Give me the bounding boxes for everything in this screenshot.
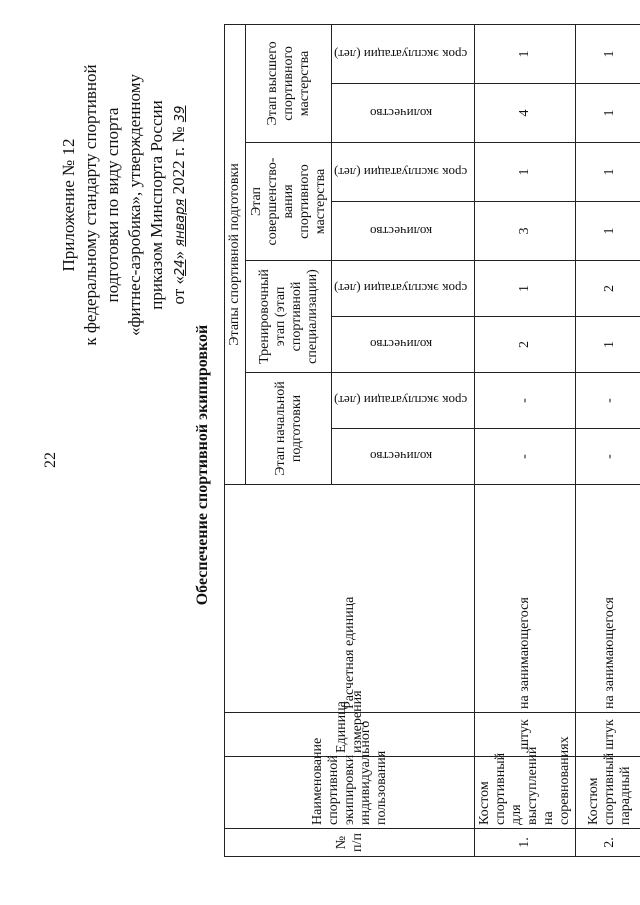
subheader-term-4-text: срок эксплуатации (лет) bbox=[334, 46, 468, 62]
row-1-value-5: 3 bbox=[475, 202, 576, 261]
equipment-table bbox=[224, 24, 640, 857]
header-calc-unit: Расчетная единица bbox=[225, 485, 475, 713]
header-stage-4: Этап высшего спортивного мастерства bbox=[246, 24, 332, 142]
handwritten-month: января bbox=[173, 198, 188, 247]
subheader-quantity-2 bbox=[332, 317, 475, 373]
subheader-term-1 bbox=[332, 373, 475, 429]
header-stage-1: Этап начальной подготовки bbox=[246, 373, 332, 485]
row-1-calc-unit: на занимающегося bbox=[475, 485, 576, 713]
subheader-quantity-3-text: количество bbox=[369, 224, 432, 239]
date-mid-1: » bbox=[169, 246, 188, 260]
row-1-value-6: 1 bbox=[475, 143, 576, 202]
row-1-value-8: 1 bbox=[475, 24, 576, 83]
subheader-term-4 bbox=[332, 24, 475, 83]
subheader-quantity-4-text: количество bbox=[369, 106, 432, 121]
handwritten-day: 24 bbox=[173, 259, 188, 276]
row-2-value-5: 1 bbox=[576, 202, 640, 261]
table-row bbox=[475, 24, 576, 856]
appendix-line-2: к федеральному стандарту спортивной bbox=[81, 64, 100, 346]
row-2-value-3: 1 bbox=[576, 317, 640, 373]
row-1-value-2: - bbox=[475, 373, 576, 429]
header-stages-group: Этапы спортивной подготовки bbox=[225, 24, 246, 484]
appendix-line-4: «фитнес-аэробика», утвержденному bbox=[125, 74, 144, 336]
subheader-quantity-4 bbox=[332, 84, 475, 143]
subheader-term-1-text: срок эксплуатации (лет) bbox=[334, 393, 468, 409]
row-2-value-8: 1 bbox=[576, 24, 640, 83]
row-2-unit: штук bbox=[576, 713, 640, 757]
subheader-quantity-3 bbox=[332, 202, 475, 261]
header-name: Наименование спортивной экипировки индивидуального пользования bbox=[225, 757, 475, 829]
appendix-line-6 bbox=[168, 25, 192, 385]
row-2-calc-unit: на занимающегося bbox=[576, 485, 640, 713]
row-2-num: 2. bbox=[576, 829, 640, 857]
document-title: Обеспечение спортивной экипировкой bbox=[194, 324, 211, 606]
handwritten-order-number: 39 bbox=[173, 105, 188, 123]
subheader-term-2 bbox=[332, 261, 475, 317]
row-2-name: Костюм спортивный парадный bbox=[576, 757, 640, 829]
header-stage-2: Тренировочный этап (этап спортивной специализации) bbox=[246, 261, 332, 373]
row-2-value-1: - bbox=[576, 429, 640, 485]
subheader-quantity-1-text: количество bbox=[369, 449, 432, 465]
row-1-value-1: - bbox=[475, 429, 576, 485]
appendix-line-3: подготовки по виду спорта bbox=[103, 107, 122, 303]
appendix-line-5: приказом Минспорта России bbox=[147, 100, 166, 310]
row-2-value-2: - bbox=[576, 373, 640, 429]
row-2-value-7: 1 bbox=[576, 84, 640, 143]
row-1-name: Костом спортивный для выступлений на соревнованиях bbox=[475, 757, 576, 829]
header-num: № п/п bbox=[225, 829, 475, 857]
row-1-value-3: 2 bbox=[475, 317, 576, 373]
subheader-term-3 bbox=[332, 143, 475, 202]
date-mid-2: 2022 г. № bbox=[169, 122, 188, 199]
table-row bbox=[576, 24, 640, 856]
row-2-value-6: 1 bbox=[576, 143, 640, 202]
subheader-quantity-2-text: количество bbox=[369, 337, 432, 353]
row-1-value-7: 4 bbox=[475, 84, 576, 143]
date-prefix: от « bbox=[169, 275, 188, 305]
header-unit: Единица измерения bbox=[225, 713, 475, 757]
row-1-num: 1. bbox=[475, 829, 576, 857]
subheader-term-3-text: срок эксплуатации (лет) bbox=[334, 165, 468, 180]
appendix-header bbox=[58, 25, 192, 385]
subheader-term-2-text: срок эксплуатации (лет) bbox=[334, 281, 468, 297]
appendix-line-1: Приложение № 12 bbox=[59, 138, 78, 272]
row-2-value-4: 2 bbox=[576, 261, 640, 317]
page-number: 22 bbox=[42, 452, 59, 468]
row-1-unit: штук bbox=[475, 713, 576, 757]
row-1-value-4: 1 bbox=[475, 261, 576, 317]
subheader-quantity-1 bbox=[332, 429, 475, 485]
header-stage-3: Этап совершенство-вания спортивного мастерства bbox=[246, 143, 332, 261]
